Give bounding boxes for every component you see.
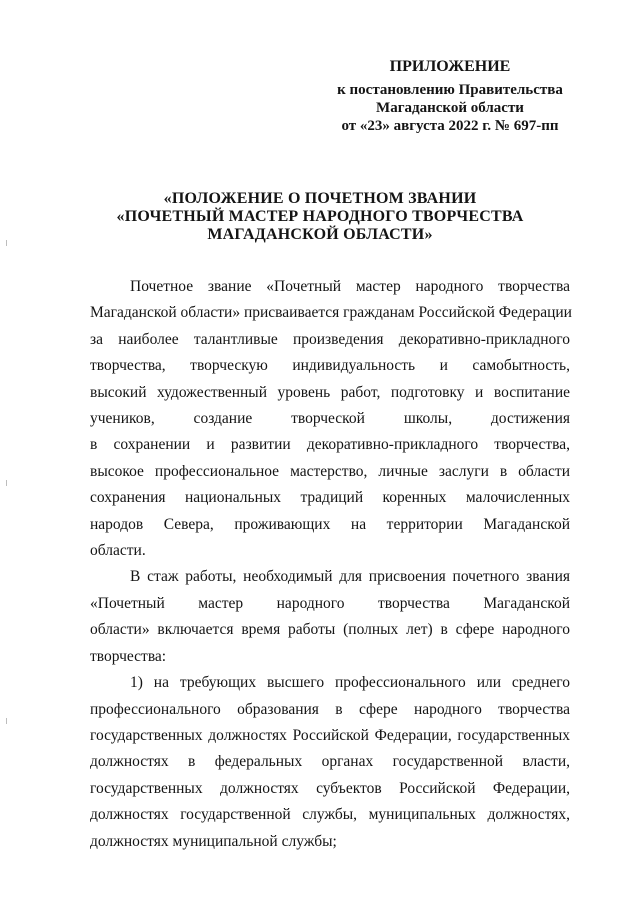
text-line: творчества: [90, 647, 167, 665]
text-line: должностях в федеральных органах государственной власти, [90, 753, 570, 771]
text-line: учеников, создание творческой школы, достижения [90, 410, 570, 428]
text-line: В стаж работы, необходимый для присвоения почетного звания [130, 568, 570, 586]
document-body [90, 274, 570, 855]
binding-mark [6, 240, 7, 246]
appendix-header [300, 58, 600, 135]
text-line: высокое профессиональное мастерство, личные заслуги в области [90, 462, 570, 480]
text-line: 1) на требующих высшего профессионального или среднего [130, 674, 570, 692]
paragraph [90, 564, 570, 670]
paragraph [90, 670, 570, 855]
appendix-line: Магаданской области [376, 100, 524, 116]
text-line: профессионального образования в сфере народного творчества [90, 700, 570, 718]
text-line: Почетное звание «Почетный мастер народного творчества [130, 278, 570, 295]
text-line: области. [90, 542, 146, 560]
text-line: высокий художественный уровень работ, подготовку и воспитание [90, 383, 570, 401]
binding-mark [6, 718, 7, 724]
text-line: «Почетный мастер народного творчества Магаданской [90, 594, 570, 612]
text-line: в сохранении и развитии декоративно-прикладного творчества, [90, 436, 570, 454]
paragraph [90, 274, 570, 564]
appendix-line: к постановлению Правительства [337, 82, 563, 98]
appendix-heading: ПРИЛОЖЕНИЕ [389, 58, 511, 75]
document-title [0, 190, 640, 244]
title-line: «ПОЛОЖЕНИЕ О ПОЧЕТНОМ ЗВАНИИ [163, 190, 477, 207]
text-line: государственных должностях Российской Федерации, государственных [90, 726, 570, 744]
text-line: должностях государственной службы, муниципальных должностях, [90, 806, 570, 824]
text-line: творчества, творческую индивидуальность и самобытность, [90, 357, 570, 375]
text-line: сохранения национальных традиций коренных малочисленных [90, 489, 570, 507]
title-line: «ПОЧЕТНЫЙ МАСТЕР НАРОДНОГО ТВОРЧЕСТВА [116, 208, 524, 225]
text-line: за наиболее талантливые произведения декоративно-прикладного [90, 330, 570, 348]
text-line: государственных должностях субъектов Российской Федерации, [90, 779, 570, 797]
text-line: народов Севера, проживающих на территории Магаданской [90, 515, 570, 533]
binding-mark [6, 480, 7, 486]
text-line: области» включается время работы (полных лет) в сфере народного [90, 621, 570, 639]
text-line: должностях муниципальной службы; [90, 832, 337, 850]
appendix-date-line: от «23» августа 2022 г. № 697-пп [341, 118, 559, 134]
title-line: МАГАДАНСКОЙ ОБЛАСТИ» [207, 226, 433, 243]
text-line: Магаданской области» присваивается гражданам Российской Федерации [90, 304, 572, 322]
